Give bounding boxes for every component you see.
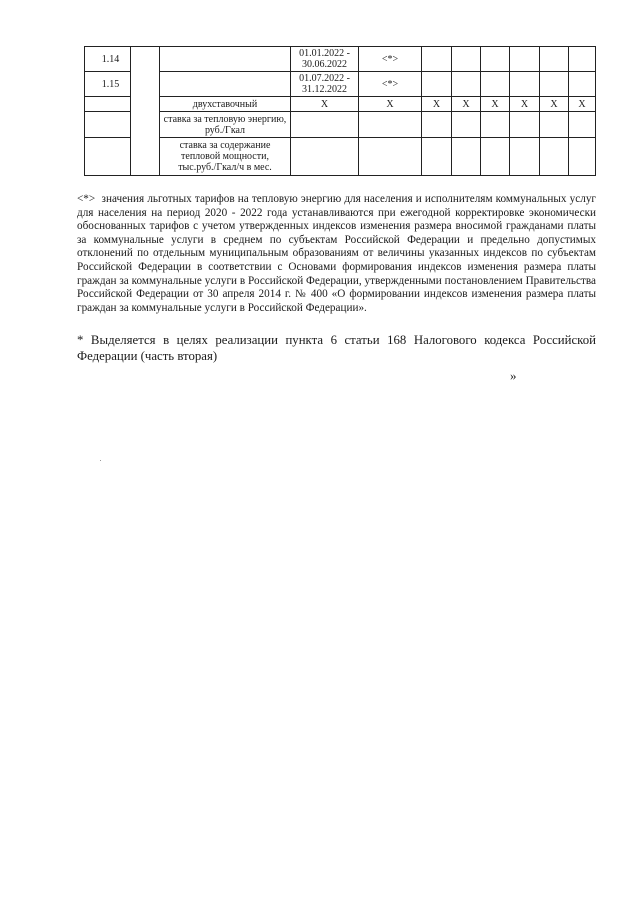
row-label <box>160 72 291 97</box>
value-cell <box>359 138 422 176</box>
value-cell <box>422 138 452 176</box>
value-cell <box>359 112 422 138</box>
value-cell: <*> <box>359 47 422 72</box>
value-cell <box>481 72 510 97</box>
merged-cell <box>131 47 160 176</box>
value-cell <box>481 47 510 72</box>
row-number <box>85 138 131 176</box>
period-cell <box>291 112 359 138</box>
period-cell <box>291 138 359 176</box>
period-cell: Х <box>291 97 359 112</box>
table-row <box>85 72 596 97</box>
table-row <box>85 138 596 176</box>
value-cell <box>540 112 569 138</box>
value-cell <box>452 138 481 176</box>
value-cell: Х <box>481 97 510 112</box>
table-row <box>85 97 596 112</box>
row-number: 1.15 <box>85 72 131 97</box>
value-cell: Х <box>359 97 422 112</box>
value-cell <box>540 138 569 176</box>
tariff-table <box>84 46 596 176</box>
row-number <box>85 112 131 138</box>
value-cell <box>452 72 481 97</box>
value-cell <box>510 47 540 72</box>
value-cell <box>422 47 452 72</box>
value-cell <box>569 112 596 138</box>
footnote-text: значения льготных тарифов на тепловую энергию для населения и исполнителям коммунальных услуг для населения на период 2020 - 2022 года устанавливаются при ежегодной корректировке экономически обоснованных тарифов с учетом утвержденных индексов изменения размера вносимой гражданами платы за коммунальные услуги в среднем по субъектам Российской Федерации и предельно допустимых отклонений по отдельным муниципальным образованиям от величины указанных индексов по субъектам Российской Федерации в соответствии с Основами формирования индексов изменения размера платы граждан за коммунальные услуги в Российской Федерации, утвержденными постановлением Правительства Российской Федерации от 30 апреля 2014 г. № 400 «О формировании индексов изменения размера платы граждан за коммунальные услуги в Российской Федерации». <box>77 193 597 314</box>
value-cell <box>510 112 540 138</box>
value-cell: Х <box>569 97 596 112</box>
closing-quote: » <box>510 368 517 383</box>
value-cell <box>540 72 569 97</box>
row-number <box>85 97 131 112</box>
value-cell <box>510 138 540 176</box>
value-cell <box>452 47 481 72</box>
value-cell <box>569 72 596 97</box>
row-label <box>160 47 291 72</box>
value-cell: Х <box>540 97 569 112</box>
value-cell <box>569 47 596 72</box>
table-row <box>85 47 596 72</box>
row-label: ставка за содержание тепловой мощности, тыс.руб./Гкал/ч в мес. <box>160 138 291 176</box>
value-cell <box>422 72 452 97</box>
period-cell: 01.07.2022 - 31.12.2022 <box>291 72 359 97</box>
value-cell <box>510 72 540 97</box>
value-cell <box>422 112 452 138</box>
footnote-marker: <*> <box>77 193 96 205</box>
value-cell <box>481 112 510 138</box>
value-cell <box>540 47 569 72</box>
row-number: 1.14 <box>85 47 131 72</box>
value-cell <box>569 138 596 176</box>
period-cell: 01.01.2022 - 30.06.2022 <box>291 47 359 72</box>
scan-speck <box>100 460 101 461</box>
value-cell <box>452 112 481 138</box>
value-cell: <*> <box>359 72 422 97</box>
row-label: ставка за тепловую энергию, руб./Гкал <box>160 112 291 138</box>
table-row <box>85 112 596 138</box>
tariff-footnote <box>77 193 596 315</box>
value-cell: Х <box>452 97 481 112</box>
value-cell <box>481 138 510 176</box>
row-label: двухставочный <box>160 97 291 112</box>
tax-footnote: * Выделяется в целях реализации пункта 6 статьи 168 Налогового кодекса Российской Федерации (часть вторая) <box>77 333 596 363</box>
value-cell: Х <box>510 97 540 112</box>
value-cell: Х <box>422 97 452 112</box>
